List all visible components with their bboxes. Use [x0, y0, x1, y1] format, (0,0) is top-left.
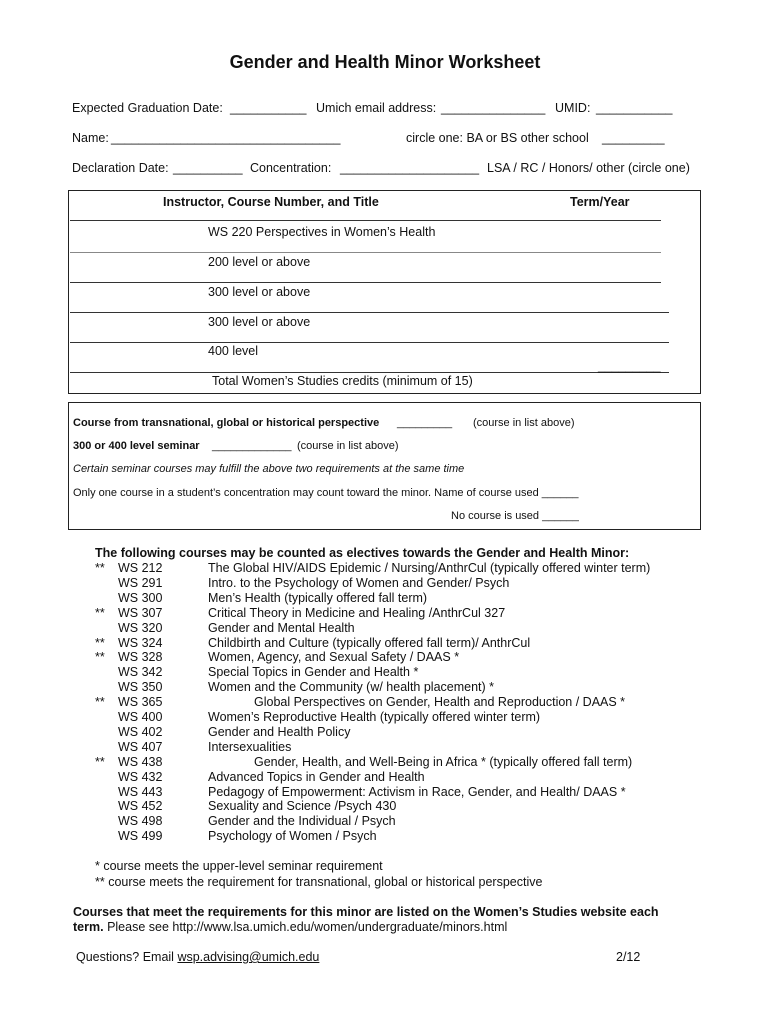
- no-course-note: No course is used ______: [451, 510, 579, 522]
- concentration-field[interactable]: ____________________: [340, 161, 480, 175]
- elective-code: WS 307: [118, 605, 163, 620]
- grad-date-field[interactable]: ___________: [230, 101, 307, 115]
- page-title: Gender and Health Minor Worksheet: [229, 52, 541, 72]
- elective-code: WS 498: [118, 814, 163, 829]
- course-row-1[interactable]: WS 220 Perspectives in Women’s Health: [208, 225, 436, 239]
- elective-mark: **: [95, 561, 105, 575]
- elective-title: Women and the Community (w/ health placement) *: [208, 680, 495, 695]
- row-divider: [70, 282, 661, 283]
- footnote-transnational: ** course meets the requirement for transnational, global or historical perspective: [95, 875, 543, 889]
- concentration-note: Only one course in a student’s concentration may count toward the minor. Name of course used ______: [73, 487, 579, 499]
- elective-title: Gender and the Individual / Psych: [208, 814, 396, 829]
- elective-title: Women, Agency, and Sexual Safety / DAAS *: [208, 650, 460, 665]
- seminar-label: 300 or 400 level seminar: [73, 440, 200, 452]
- transnational-field[interactable]: _________: [397, 417, 453, 429]
- declaration-date-label: Declaration Date:: [72, 161, 169, 175]
- course-row-5[interactable]: 400 level: [208, 344, 259, 358]
- course-column-header: Instructor, Course Number, and Title: [163, 195, 379, 209]
- other-school-field[interactable]: _________: [602, 131, 665, 145]
- elective-code: WS 291: [118, 575, 163, 590]
- elective-code: WS 300: [118, 590, 163, 605]
- page-number: 2/12: [616, 950, 641, 964]
- elective-title: Childbirth and Culture (typically offered fall term)/ AnthrCul: [208, 635, 531, 650]
- elective-code: WS 400: [118, 710, 163, 724]
- elective-mark: **: [95, 695, 105, 710]
- elective-code: WS 443: [118, 784, 163, 799]
- elective-code: WS 328: [118, 650, 163, 665]
- elective-title: Advanced Topics in Gender and Health: [208, 769, 425, 784]
- elective-mark: **: [95, 635, 105, 650]
- elective-code: WS 438: [118, 754, 163, 769]
- elective-code: WS 402: [118, 724, 163, 739]
- seminar-italic-note: Certain seminar courses may fulfill the above two requirements at the same time: [73, 463, 465, 475]
- email-label: Umich email address:: [316, 101, 437, 115]
- elective-title: Sexuality and Science /Psych 430: [208, 799, 397, 814]
- elective-code: WS 342: [118, 665, 163, 680]
- elective-code: WS 499: [118, 829, 163, 844]
- website-note-link[interactable]: Please see http://www.lsa.umich.edu/women/undergraduate/minors.html: [107, 920, 508, 934]
- transnational-note: (course in list above): [473, 417, 575, 429]
- name-label: Name:: [72, 131, 109, 145]
- email-field[interactable]: _______________: [441, 101, 546, 115]
- elective-title: Gender and Health Policy: [208, 724, 351, 739]
- umid-label: UMID:: [555, 101, 591, 115]
- total-credits: Total Women’s Studies credits (minimum of 15): [212, 374, 473, 388]
- course-row-3[interactable]: 300 level or above: [208, 285, 311, 299]
- questions-label: Questions? Email: [76, 950, 174, 964]
- elective-code: WS 432: [118, 769, 163, 784]
- course-row-4[interactable]: 300 level or above: [208, 315, 311, 329]
- seminar-field[interactable]: _____________: [212, 440, 292, 452]
- elective-title: Men’s Health (typically offered fall term): [208, 590, 428, 605]
- elective-title: Critical Theory in Medicine and Healing /AnthrCul 327: [208, 605, 506, 620]
- transnational-label: Course from transnational, global or historical perspective: [73, 417, 380, 429]
- electives-heading: The following courses may be counted as electives towards the Gender and Health Minor:: [95, 546, 630, 560]
- elective-title: The Global HIV/AIDS Epidemic / Nursing/AnthrCul (typically offered winter term): [208, 561, 651, 575]
- elective-title: Intro. to the Psychology of Women and Gender/ Psych: [208, 575, 510, 590]
- elective-title: Global Perspectives on Gender, Health and Reproduction / DAAS *: [254, 695, 626, 710]
- college-circle-label: LSA / RC / Honors/ other (circle one): [487, 161, 690, 175]
- elective-title: Intersexualities: [208, 739, 292, 754]
- elective-mark: **: [95, 754, 105, 769]
- term-column-header: Term/Year: [570, 195, 630, 209]
- elective-code: WS 365: [118, 695, 163, 710]
- row-divider: [70, 252, 661, 253]
- elective-mark: **: [95, 605, 105, 620]
- elective-title: Special Topics in Gender and Health *: [208, 665, 419, 680]
- elective-code: WS 324: [118, 635, 163, 650]
- footnote-seminar: * course meets the upper-level seminar requirement: [95, 859, 383, 873]
- term-blank[interactable]: _________: [598, 359, 661, 373]
- elective-title: Gender and Mental Health: [208, 620, 355, 635]
- advising-email-link[interactable]: wsp.advising@umich.edu: [177, 950, 320, 964]
- website-note-bold: Courses that meet the requirements for this minor are listed on the Women’s Studies website each term.: [73, 905, 659, 934]
- name-field[interactable]: _________________________________: [111, 131, 341, 145]
- elective-code: WS 452: [118, 799, 163, 814]
- elective-code: WS 407: [118, 739, 163, 754]
- seminar-note: (course in list above): [297, 440, 399, 452]
- elective-code: WS 350: [118, 680, 163, 695]
- umid-field[interactable]: ___________: [596, 101, 673, 115]
- website-note: [73, 905, 673, 935]
- elective-code: WS 320: [118, 620, 163, 635]
- row-divider: [70, 342, 669, 343]
- elective-title: Pedagogy of Empowerment: Activism in Race, Gender, and Health/ DAAS *: [208, 784, 626, 799]
- row-divider: [70, 372, 669, 373]
- elective-title: Women’s Reproductive Health (typically offered winter term): [208, 710, 541, 724]
- grad-date-label: Expected Graduation Date:: [72, 101, 223, 115]
- degree-circle-label: circle one: BA or BS other school: [406, 131, 589, 145]
- elective-title: Gender, Health, and Well-Being in Africa * (typically offered fall term): [254, 754, 633, 769]
- row-divider: [70, 312, 669, 313]
- elective-title: Psychology of Women / Psych: [208, 829, 377, 844]
- declaration-date-field[interactable]: __________: [173, 161, 243, 175]
- concentration-label: Concentration:: [250, 161, 332, 175]
- course-row-2[interactable]: 200 level or above: [208, 255, 311, 269]
- elective-code: WS 212: [118, 561, 163, 575]
- elective-mark: **: [95, 650, 105, 665]
- row-divider: [70, 220, 661, 221]
